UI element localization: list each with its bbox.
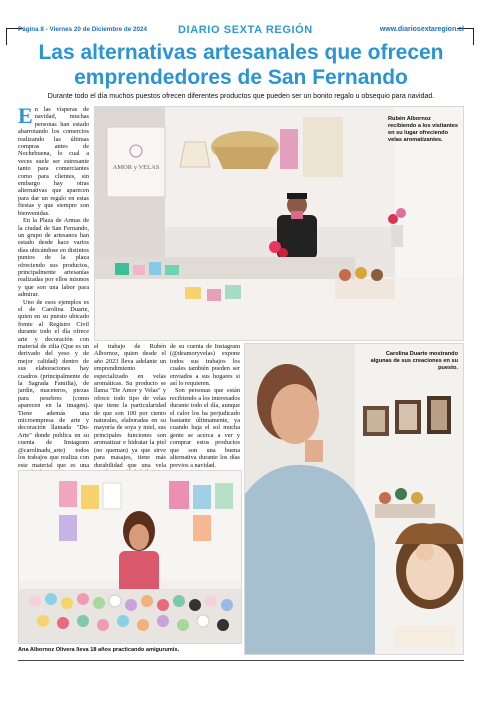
amigurumi-stall-photo	[18, 470, 242, 644]
title-line-1: Las alternativas artesanales que ofrecen	[38, 41, 444, 64]
article-column-1	[18, 103, 89, 500]
paragraph: En las vísperas de navidad, muchas personas han estado abarrotando los comercios realizando las últimas compras antes de Nochebuena, lo cual a veces suele ser estresante tanto para comerciantes como para clientes, sin embargo hay otras alternativas que aparecen para dar un regalo en estas fiestas y que siempre son bienvenidas.	[18, 103, 89, 217]
newspaper-brand: DIARIO SEXTA REGIÓN	[178, 24, 313, 36]
carolina-photo-caption: Carolina Duarte mostrando algunas de sus creaciones en su puesto.	[370, 351, 458, 371]
paragraph: de su cuenta de Instagram (@deamoryvelas) expone todos sus trabajos los cuales también pueden ser enviados a sus hogares si así lo requieren.	[170, 343, 240, 388]
candles-photo-caption: Rubén Albornoz recibiendo a los visitantes en su lugar ofreciendo velas aromatizantes.	[388, 116, 458, 143]
article-column-2	[94, 343, 166, 468]
paragraph: En la Plaza de Armas de la ciudad de San Fernando, un grupo de artesanos han estado desde hace varios días ubicándose en distintos puntos de la plaza ofreciendo sus productos, principalmente artesanías realizadas por ellos mismos y que son una labor para admirar.	[18, 217, 89, 299]
paragraph: el trabajo de Rubén Albornoz, quien desde el año 2023 lleva adelante un emprendimiento especializado en velas aromáticas. Su producto se llama "De Amor y Velas" y ofrece todo tipo de velas que tiene la particularidad de que son 100 por ciento naturales, elaboradas en su mayoría de soya y miel, sus principales funciones son aromatizar e hidratar la piel (no queman) ya que sirve para masajes, tiene más durabilidad que una vela	[94, 343, 166, 469]
amigurumi-photo-caption: Ana Albornoz Olivera lleva 18 años practicando amigurumis.	[18, 647, 180, 653]
carolina-image	[245, 344, 463, 654]
paragraph: Son personas que están recibiendo a los interesados durante todo el día, aunque el calor los ha perjudicado bastante últimamente, ya cuando baja el sol mucha gente se acerca a ver y comprar estos productos que son una buena alternativa durante los días previos a navidad.	[170, 387, 240, 469]
title-line-2: emprendedores de San Fernando	[74, 66, 408, 89]
website-link[interactable]: www.diariosextaregion.cl	[379, 26, 464, 33]
drop-cap: E	[18, 103, 33, 128]
page-header	[18, 26, 464, 40]
paragraph: Uno de esos ejemplos es el de Carolina Duarte, quien en su puesto ubicado frente al Registro Civil durante todo el día ofrece arte y decoración con material de zilia (Que es un derivado del yeso y de mejor calidad) dentro de sus elaboraciones hay cuadros (principalmente de la Sagrada Familia), de jardín, maceteros, piezas para pesebres (como aparecen en la imagen). Tiene además una microempresa de arte y decoración llamada "Du-Arte" donde publica en su cuenta de Instagram @carolinadu_arte) todos los trabajos que realiza con este material que es una	[18, 298, 89, 469]
article-title	[18, 40, 464, 90]
banner-sign-text: AMOR y VELAS	[112, 164, 160, 171]
amigurumi-image	[19, 471, 241, 643]
article-subtitle: Durante todo el día muchos puestos ofrecen diferentes productos que pueden ser un bonito regalo u obsequio para navidad.	[47, 93, 435, 100]
article-column-3	[170, 343, 240, 468]
page-info: Página 8 - Viernes 20 de Diciembre de 2024	[18, 26, 148, 33]
carolina-stall-photo	[244, 343, 464, 655]
page-bottom-rule	[18, 660, 464, 661]
